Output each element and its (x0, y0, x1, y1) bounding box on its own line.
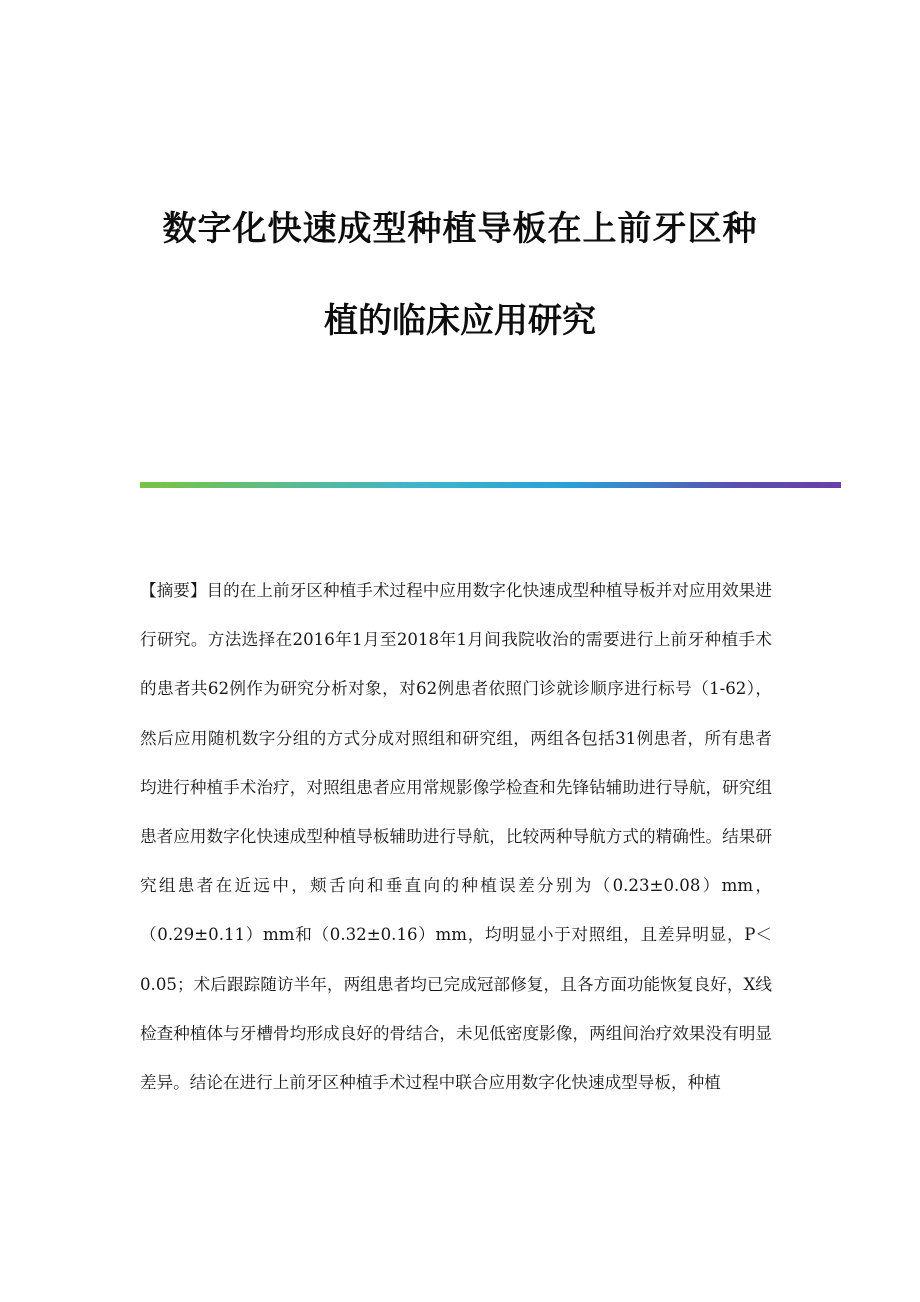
abstract-paragraph (140, 566, 772, 1107)
paper-title (80, 209, 840, 341)
title-line-1: 数字化快速成型种植导板在上前牙区种 (162, 209, 758, 249)
gradient-divider (140, 482, 841, 488)
title-line-2: 植的临床应用研究 (324, 301, 596, 341)
abstract-label: 【摘要】 (140, 581, 207, 600)
abstract-body: 目的在上前牙区种植手术过程中应用数字化快速成型种植导板并对应用效果进行研究。方法选择在2016年1月至2018年1月间我院收治的需要进行上前牙种植手术的患者共62例作为研究分析对象，对62例患者依照门诊就诊顺序进行标号（1-62），然后应用随机数字分组的方式分成对照组和研究组，两组各包括31例患者，所有患者均进行种植手术治疗，对照组患者应用常规影像学检查和先锋钻辅助进行导航，研究组患者应用数字化快速成型种植导板辅助进行导航，比较两种导航方式的精确性。结果研究组患者在近远中，颊舌向和垂直向的种植误差分别为（0.23±0.08）mm，（0.29±0.11）mm和（0.32±0.16）mm，均明显小于对照组，且差异明显，P＜0.05；术后跟踪随访半年，两组患者均已完成冠部修复，且各方面功能恢复良好，X线检查种植体与牙槽骨均形成良好的骨结合，未见低密度影像，两组间治疗效果没有明显差异。结论在进行上前牙区种植手术过程中联合应用数字化快速成型导板，种植 (140, 581, 772, 1093)
